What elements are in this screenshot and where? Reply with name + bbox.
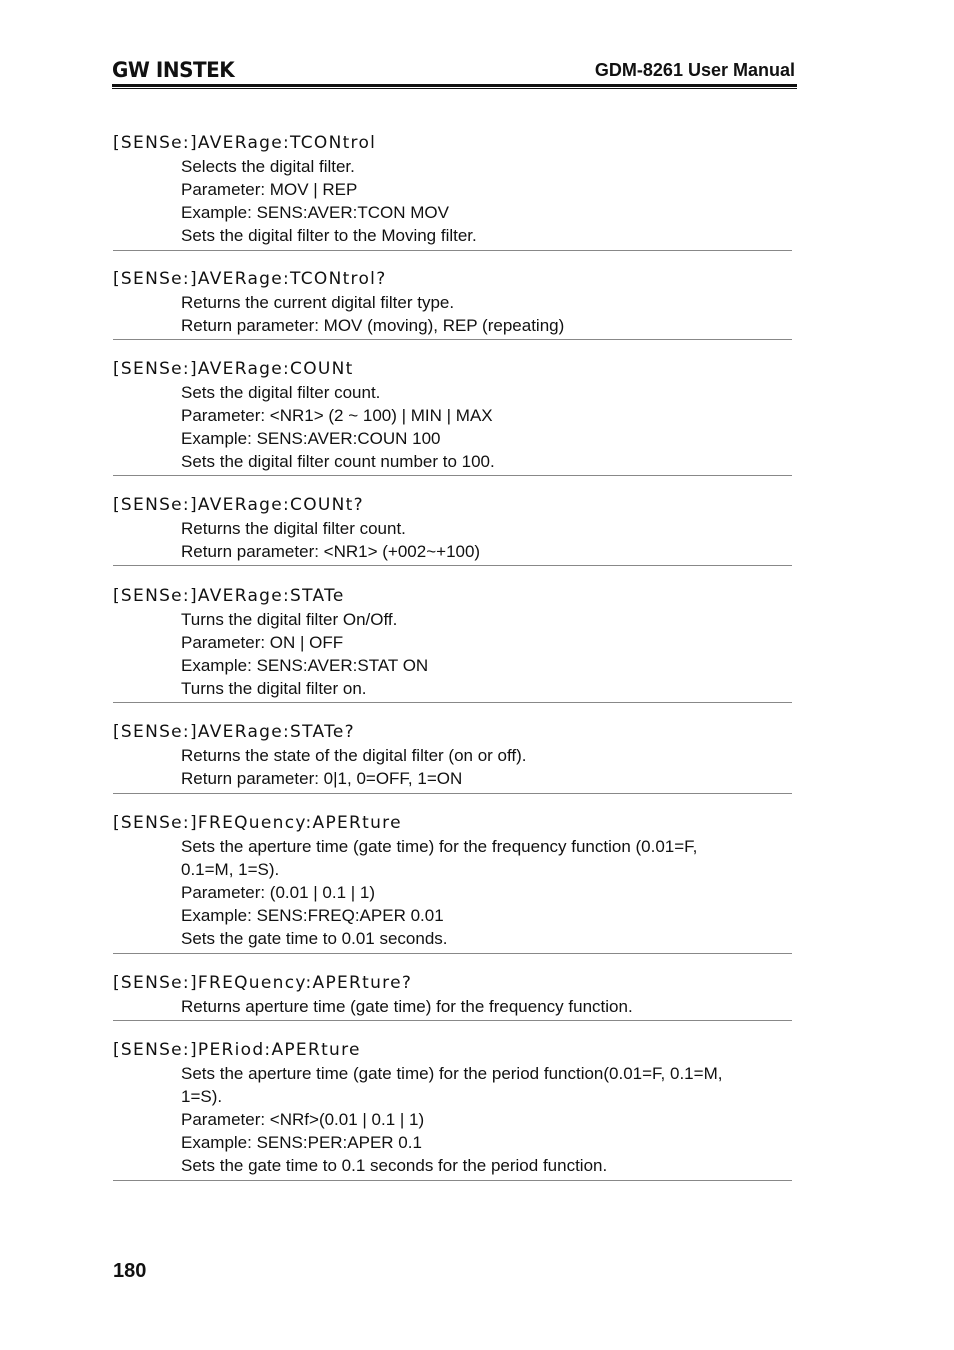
command-example-note: Sets the digital filter to the Moving filter.: [181, 226, 477, 245]
command-block: [113, 720, 792, 790]
brand-logo: GW INSTEK: [112, 58, 235, 82]
command-block: [113, 267, 792, 337]
command-return: Return parameter: <NR1> (+002~+100): [181, 542, 481, 561]
section-divider: [113, 565, 792, 566]
command-name: [SENSe:]AVERage:COUNt?: [113, 495, 364, 515]
command-block: [113, 584, 792, 700]
command-parameter: Parameter: <NR1> (2 ~ 100) | MIN | MAX: [181, 406, 493, 425]
command-block: [113, 131, 792, 247]
section-divider: [113, 953, 792, 954]
command-description: Returns the current digital filter type.: [181, 293, 455, 312]
command-name: [SENSe:]FREQuency:APERture?: [113, 973, 413, 993]
command-return: Return parameter: 0|1, 0=OFF, 1=ON: [181, 769, 463, 788]
command-block: [113, 357, 792, 473]
section-divider: [113, 339, 792, 340]
command-name: [SENSe:]AVERage:STATe: [113, 586, 345, 606]
command-parameter: Parameter: <NRf>(0.01 | 0.1 | 1): [181, 1110, 425, 1129]
manual-title: GDM-8261 User Manual: [594, 60, 795, 80]
command-description: Sets the aperture time (gate time) for the frequency function (0.01=F,: [181, 837, 698, 856]
command-block: [113, 811, 792, 950]
command-name: [SENSe:]AVERage:TCONtrol: [113, 133, 377, 153]
page-header: [112, 58, 797, 90]
command-name: [SENSe:]PERiod:APERture: [113, 1040, 361, 1060]
command-description: Returns the digital filter count.: [181, 519, 406, 538]
command-example: Example: SENS:AVER:TCON MOV: [181, 203, 449, 222]
command-example-note: Sets the gate time to 0.1 seconds for the period function.: [181, 1156, 608, 1175]
command-parameter: Parameter: ON | OFF: [181, 633, 344, 652]
section-divider: [113, 1020, 792, 1021]
section-divider: [113, 702, 792, 703]
command-name: [SENSe:]AVERage:STATe?: [113, 722, 355, 742]
section-divider: [113, 250, 792, 251]
command-block: [113, 971, 792, 1018]
section-divider: [113, 793, 792, 794]
command-description: Turns the digital filter On/Off.: [181, 610, 398, 629]
command-description: Sets the digital filter count.: [181, 383, 381, 402]
command-name: [SENSe:]AVERage:COUNt: [113, 359, 354, 379]
command-parameter: Parameter: MOV | REP: [181, 180, 358, 199]
command-parameter: Parameter: (0.01 | 0.1 | 1): [181, 883, 376, 902]
command-description: Sets the aperture time (gate time) for the period function(0.01=F, 0.1=M,: [181, 1064, 723, 1083]
command-block: [113, 1038, 792, 1177]
header-rule-thin: [112, 88, 797, 89]
command-example: Example: SENS:AVER:STAT ON: [181, 656, 429, 675]
command-example: Example: SENS:PER:APER 0.1: [181, 1133, 422, 1152]
command-name: [SENSe:]AVERage:TCONtrol?: [113, 269, 387, 289]
command-example: Example: SENS:AVER:COUN 100: [181, 429, 441, 448]
command-example: Example: SENS:FREQ:APER 0.01: [181, 906, 444, 925]
command-description: Returns the state of the digital filter (on or off).: [181, 746, 527, 765]
command-description: Returns aperture time (gate time) for the frequency function.: [181, 997, 633, 1016]
command-example-note: Sets the gate time to 0.01 seconds.: [181, 929, 448, 948]
command-example-note: Turns the digital filter on.: [181, 679, 367, 698]
command-description-cont: 0.1=M, 1=S).: [181, 860, 280, 879]
section-divider: [113, 475, 792, 476]
command-return: Return parameter: MOV (moving), REP (repeating): [181, 316, 565, 335]
command-example-note: Sets the digital filter count number to 100.: [181, 452, 495, 471]
section-divider: [113, 1180, 792, 1181]
header-rule: [112, 84, 797, 87]
command-description-cont: 1=S).: [181, 1087, 223, 1106]
command-name: [SENSe:]FREQuency:APERture: [113, 813, 402, 833]
page-number: 180: [113, 1260, 147, 1282]
command-description: Selects the digital filter.: [181, 157, 355, 176]
command-block: [113, 493, 792, 563]
